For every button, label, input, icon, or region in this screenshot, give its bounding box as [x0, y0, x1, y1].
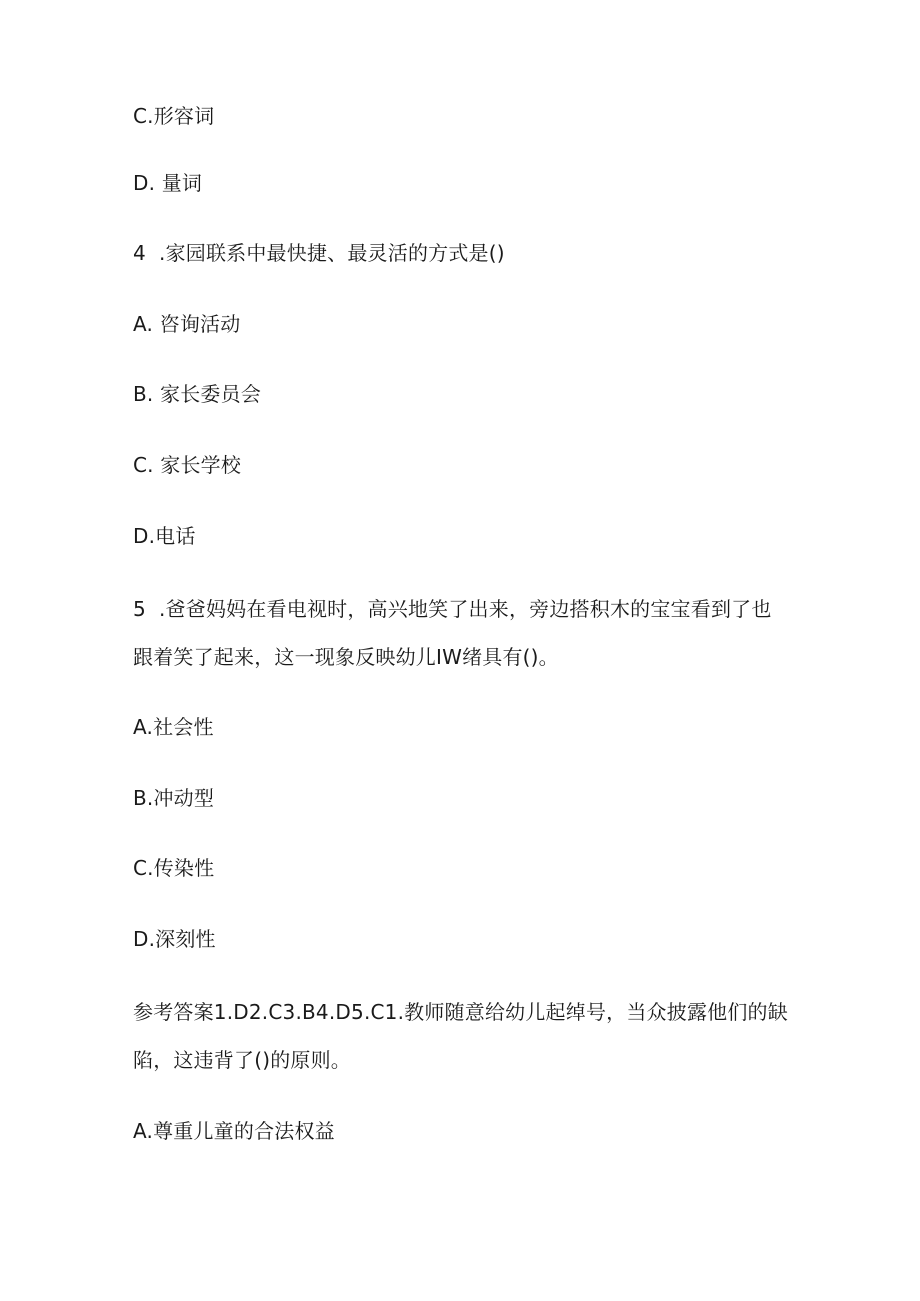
question-5-continued: 跟着笑了起来，这一现象反映幼儿IW绪具有()。 — [133, 645, 559, 669]
question-5 — [133, 597, 772, 621]
question-text: .家园联系中最快捷、最灵活的方式是() — [159, 241, 505, 265]
option-d-line: D. 量词 — [133, 171, 203, 195]
question-number: 4 — [133, 241, 146, 265]
option-a-line: A. 咨询活动 — [133, 312, 241, 336]
option-a-line: A.社会性 — [133, 715, 214, 739]
question-4 — [133, 241, 505, 265]
answer-key-continued: 陷，这违背了()的原则。 — [133, 1048, 352, 1072]
answer-key-line: 参考答案1.D2.C3.B4.D5.C1.教师随意给幼儿起绰号，当众披露他们的缺 — [133, 1000, 788, 1024]
option-c-line: C.形容词 — [133, 104, 215, 128]
option-a-line: A.尊重儿童的合法权益 — [133, 1119, 335, 1143]
option-b-line: B.冲动型 — [133, 786, 215, 810]
option-d-line: D.深刻性 — [133, 927, 216, 951]
question-text: .爸爸妈妈在看电视时，高兴地笑了出来，旁边搭积木的宝宝看到了也 — [159, 597, 772, 621]
question-number: 5 — [133, 597, 146, 621]
option-b-line: B. 家长委员会 — [133, 382, 262, 406]
option-c-line: C. 家长学校 — [133, 453, 242, 477]
option-c-line: C.传染性 — [133, 856, 215, 880]
option-d-line: D.电话 — [133, 524, 196, 548]
